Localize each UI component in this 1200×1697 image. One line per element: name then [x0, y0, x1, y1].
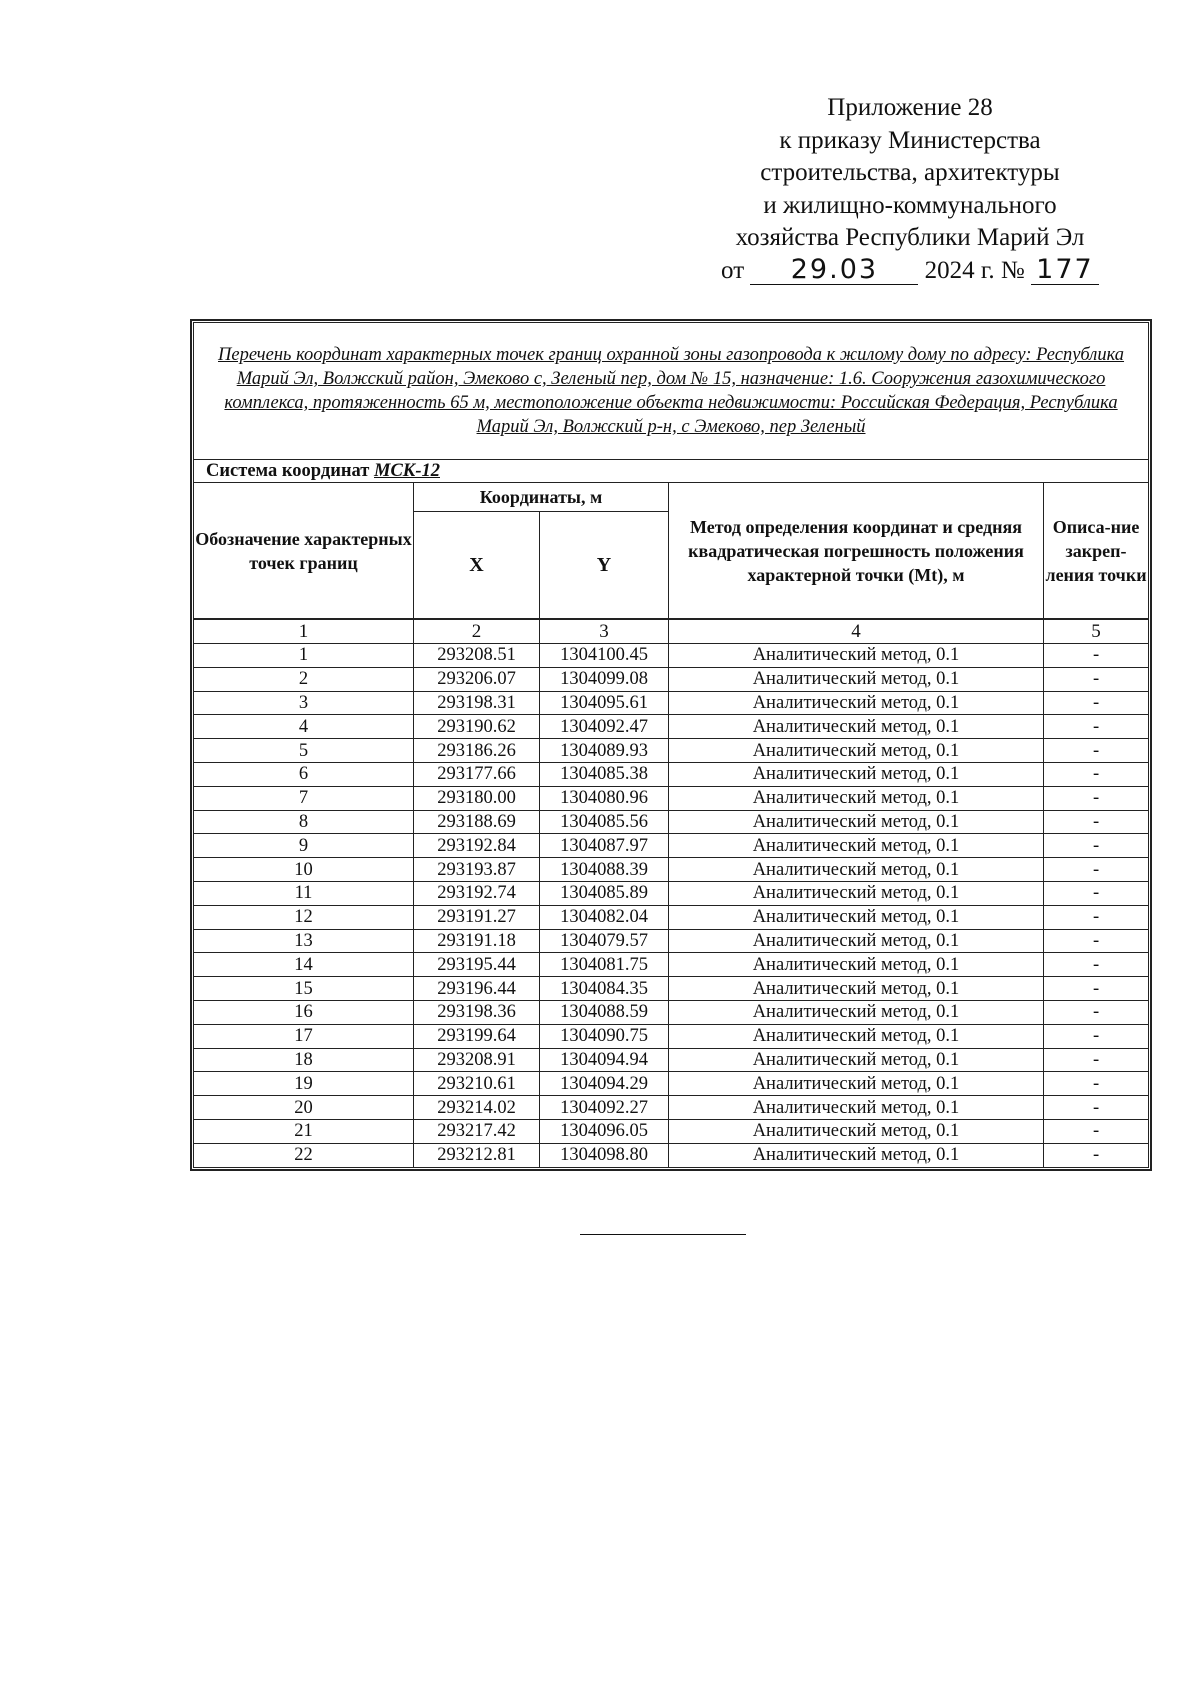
table-row — [194, 1096, 1149, 1120]
cell-y: 1304089.93 — [540, 739, 669, 763]
table-row — [194, 739, 1149, 763]
cell-description: - — [1044, 977, 1149, 1001]
cell-x: 293198.36 — [414, 1000, 540, 1024]
handwritten-date: 29.03 — [750, 256, 918, 285]
table-row — [194, 929, 1149, 953]
table-row — [194, 691, 1149, 715]
cell-description: - — [1044, 1072, 1149, 1096]
cell-method: Аналитический метод, 0.1 — [669, 786, 1044, 810]
cell-y: 1304094.29 — [540, 1072, 669, 1096]
cell-x: 293177.66 — [414, 762, 540, 786]
cell-method: Аналитический метод, 0.1 — [669, 1119, 1044, 1143]
cell-x: 293208.51 — [414, 644, 540, 668]
cell-description: - — [1044, 1000, 1149, 1024]
appendix-line: строительства, архитектуры — [760, 159, 1060, 186]
cell-point: 12 — [194, 905, 414, 929]
column-number: 5 — [1044, 620, 1149, 644]
cell-method: Аналитический метод, 0.1 — [669, 953, 1044, 977]
order-date-line — [690, 255, 1130, 288]
cell-x: 293190.62 — [414, 715, 540, 739]
table-row — [194, 644, 1149, 668]
cell-description: - — [1044, 905, 1149, 929]
cell-description: - — [1044, 1143, 1149, 1167]
table-row — [194, 977, 1149, 1001]
cell-description: - — [1044, 1119, 1149, 1143]
cell-point: 14 — [194, 953, 414, 977]
header-coords: Координаты, м — [414, 483, 669, 512]
cell-method: Аналитический метод, 0.1 — [669, 691, 1044, 715]
cell-point: 21 — [194, 1119, 414, 1143]
cell-description: - — [1044, 691, 1149, 715]
cell-point: 11 — [194, 881, 414, 905]
cell-y: 1304088.59 — [540, 1000, 669, 1024]
cell-point: 3 — [194, 691, 414, 715]
cell-y: 1304080.96 — [540, 786, 669, 810]
cell-x: 293191.27 — [414, 905, 540, 929]
cell-x: 293199.64 — [414, 1024, 540, 1048]
cell-x: 293188.69 — [414, 810, 540, 834]
table-row — [194, 1048, 1149, 1072]
table-row — [194, 762, 1149, 786]
cell-y: 1304087.97 — [540, 834, 669, 858]
cell-point: 1 — [194, 644, 414, 668]
cell-method: Аналитический метод, 0.1 — [669, 1096, 1044, 1120]
cell-x: 293192.84 — [414, 834, 540, 858]
table-row — [194, 858, 1149, 882]
cell-point: 6 — [194, 762, 414, 786]
header-description: Описа-ние закреп-ления точки — [1044, 483, 1149, 619]
cell-point: 16 — [194, 1000, 414, 1024]
cell-y: 1304088.39 — [540, 858, 669, 882]
cell-method: Аналитический метод, 0.1 — [669, 715, 1044, 739]
cell-method: Аналитический метод, 0.1 — [669, 1024, 1044, 1048]
table-row — [194, 667, 1149, 691]
column-number: 4 — [669, 620, 1044, 644]
cell-point: 15 — [194, 977, 414, 1001]
cell-method: Аналитический метод, 0.1 — [669, 905, 1044, 929]
cell-description: - — [1044, 739, 1149, 763]
appendix-line: и жилищно-коммунального — [763, 191, 1057, 219]
cell-y: 1304096.05 — [540, 1119, 669, 1143]
header-x: X — [414, 512, 540, 619]
header-method: Метод определения координат и средняя квадратическая погрешность положения характерной точки (Mt), м — [669, 483, 1044, 619]
end-rule — [580, 1234, 746, 1235]
cell-y: 1304099.08 — [540, 667, 669, 691]
cell-method: Аналитический метод, 0.1 — [669, 667, 1044, 691]
table-row — [194, 1072, 1149, 1096]
cell-method: Аналитический метод, 0.1 — [669, 1072, 1044, 1096]
appendix-line: хозяйства Республики Марий Эл — [735, 224, 1085, 251]
cell-x: 293180.00 — [414, 786, 540, 810]
coordinate-system-value: МСК-12 — [374, 460, 440, 481]
cell-description: - — [1044, 1048, 1149, 1072]
cell-point: 8 — [194, 810, 414, 834]
cell-point: 10 — [194, 858, 414, 882]
cell-y: 1304092.27 — [540, 1096, 669, 1120]
appendix-line: к приказу Министерства — [779, 126, 1041, 154]
cell-description: - — [1044, 1024, 1149, 1048]
cell-point: 22 — [194, 1143, 414, 1167]
table-row — [194, 786, 1149, 810]
cell-description: - — [1044, 810, 1149, 834]
cell-y: 1304079.57 — [540, 929, 669, 953]
handwritten-order-number: 177 — [1031, 256, 1099, 285]
cell-description: - — [1044, 1096, 1149, 1120]
cell-description: - — [1044, 881, 1149, 905]
cell-description: - — [1044, 715, 1149, 739]
cell-y: 1304098.80 — [540, 1143, 669, 1167]
cell-x: 293214.02 — [414, 1096, 540, 1120]
cell-point: 9 — [194, 834, 414, 858]
year-text: 2024 г. № — [924, 256, 1025, 284]
header-y: Y — [540, 512, 669, 619]
coordinate-system-label: Система координат — [206, 460, 370, 481]
cell-point: 19 — [194, 1072, 414, 1096]
table-row — [194, 881, 1149, 905]
table-row — [194, 1024, 1149, 1048]
cell-x: 293210.61 — [414, 1072, 540, 1096]
cell-method: Аналитический метод, 0.1 — [669, 739, 1044, 763]
coordinates-table — [193, 322, 1149, 1168]
cell-y: 1304094.94 — [540, 1048, 669, 1072]
table-row — [194, 715, 1149, 739]
cell-method: Аналитический метод, 0.1 — [669, 977, 1044, 1001]
cell-description: - — [1044, 929, 1149, 953]
cell-method: Аналитический метод, 0.1 — [669, 881, 1044, 905]
cell-x: 293186.26 — [414, 739, 540, 763]
cell-point: 7 — [194, 786, 414, 810]
header-point: Обозначение характерных точек границ — [194, 483, 414, 619]
appendix-line: Приложение 28 — [827, 94, 993, 121]
cell-description: - — [1044, 644, 1149, 668]
cell-method: Аналитический метод, 0.1 — [669, 1048, 1044, 1072]
cell-method: Аналитический метод, 0.1 — [669, 834, 1044, 858]
cell-method: Аналитический метод, 0.1 — [669, 762, 1044, 786]
cell-y: 1304092.47 — [540, 715, 669, 739]
cell-y: 1304084.35 — [540, 977, 669, 1001]
coordinate-system — [194, 460, 1149, 483]
cell-point: 4 — [194, 715, 414, 739]
cell-description: - — [1044, 834, 1149, 858]
cell-method: Аналитический метод, 0.1 — [669, 1000, 1044, 1024]
cell-y: 1304085.56 — [540, 810, 669, 834]
table-title: Перечень координат характерных точек границ охранной зоны газопровода к жилому дому по адресу: Республика Марий Эл, Волжский район, Эмеково с, Зеленый пер, дом № 15, назначение: 1.6. Сооружения газохимического комплекса, протяженность 65 м, местоположение объекта недвижимости: Российская Федерация, Республика Марий Эл, Волжский р-н, с Эмеково, пер Зеленый — [194, 323, 1149, 460]
cell-point: 13 — [194, 929, 414, 953]
cell-x: 293217.42 — [414, 1119, 540, 1143]
table-row — [194, 905, 1149, 929]
cell-y: 1304081.75 — [540, 953, 669, 977]
table-row — [194, 1000, 1149, 1024]
cell-point: 17 — [194, 1024, 414, 1048]
cell-y: 1304085.89 — [540, 881, 669, 905]
cell-method: Аналитический метод, 0.1 — [669, 929, 1044, 953]
cell-method: Аналитический метод, 0.1 — [669, 1143, 1044, 1167]
cell-method: Аналитический метод, 0.1 — [669, 858, 1044, 882]
cell-description: - — [1044, 786, 1149, 810]
cell-x: 293193.87 — [414, 858, 540, 882]
cell-method: Аналитический метод, 0.1 — [669, 810, 1044, 834]
cell-description: - — [1044, 953, 1149, 977]
cell-description: - — [1044, 667, 1149, 691]
cell-y: 1304085.38 — [540, 762, 669, 786]
table-row — [194, 953, 1149, 977]
cell-y: 1304090.75 — [540, 1024, 669, 1048]
appendix-header — [690, 92, 1130, 287]
table-row — [194, 1143, 1149, 1167]
date-prefix: от — [721, 256, 745, 284]
column-number: 1 — [194, 620, 414, 644]
cell-x: 293212.81 — [414, 1143, 540, 1167]
cell-point: 20 — [194, 1096, 414, 1120]
cell-point: 18 — [194, 1048, 414, 1072]
column-number: 3 — [540, 620, 669, 644]
table-row — [194, 1119, 1149, 1143]
cell-x: 293206.07 — [414, 667, 540, 691]
cell-method: Аналитический метод, 0.1 — [669, 644, 1044, 668]
cell-y: 1304095.61 — [540, 691, 669, 715]
cell-x: 293195.44 — [414, 953, 540, 977]
table-row — [194, 810, 1149, 834]
cell-x: 293196.44 — [414, 977, 540, 1001]
cell-x: 293192.74 — [414, 881, 540, 905]
cell-y: 1304100.45 — [540, 644, 669, 668]
column-number-row — [194, 620, 1149, 644]
column-number: 2 — [414, 620, 540, 644]
cell-description: - — [1044, 762, 1149, 786]
cell-x: 293191.18 — [414, 929, 540, 953]
cell-x: 293198.31 — [414, 691, 540, 715]
cell-point: 2 — [194, 667, 414, 691]
cell-y: 1304082.04 — [540, 905, 669, 929]
cell-point: 5 — [194, 739, 414, 763]
table-row — [194, 834, 1149, 858]
cell-x: 293208.91 — [414, 1048, 540, 1072]
cell-description: - — [1044, 858, 1149, 882]
